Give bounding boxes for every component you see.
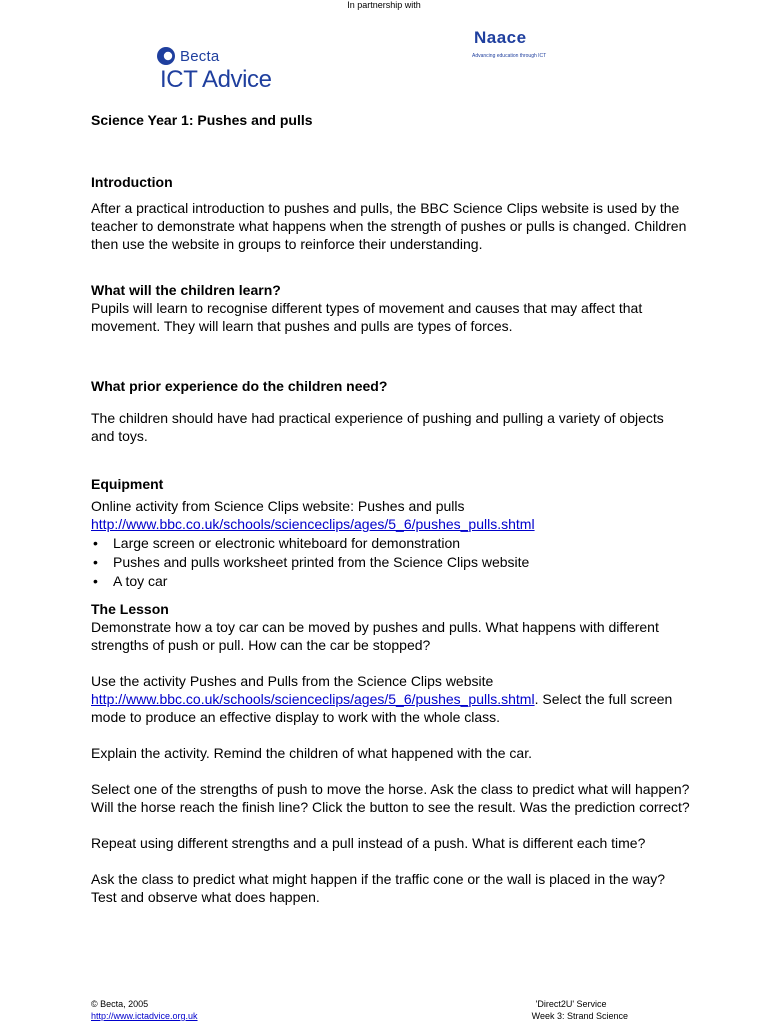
becta-logo xyxy=(156,44,306,94)
lesson-paragraph-6: Ask the class to predict what might happen if the traffic cone or the wall is placed in the way? Test and observe what does happen. xyxy=(91,871,666,905)
prior-text: The children should have had practical experience of pushing and pulling a variety of objects and toys. xyxy=(91,410,664,444)
becta-wordmark: Becta xyxy=(180,48,220,65)
equipment-intro: Online activity from Science Clips website: Pushes and pulls xyxy=(91,498,465,514)
equipment-heading: Equipment xyxy=(91,476,164,492)
lesson-paragraph-3: Explain the activity. Remind the children of what happened with the car. xyxy=(91,745,532,761)
naace-logo xyxy=(472,28,582,62)
equipment-link[interactable]: http://www.bbc.co.uk/schools/scienceclips/ages/5_6/pushes_pulls.shtml xyxy=(91,516,535,532)
lesson-paragraph-4: Select one of the strengths of push to move the horse. Ask the class to predict what will happen? Will the horse reach the finish line? Click the button to see the result. Was the prediction correct? xyxy=(91,781,690,815)
partnership-note: In partnership with xyxy=(347,0,421,10)
copyright-text: © Becta, 2005 xyxy=(91,999,149,1009)
equipment-list xyxy=(91,534,691,590)
list-item: • Pushes and pulls worksheet printed from the Science Clips website xyxy=(91,553,691,571)
lesson-heading: The Lesson xyxy=(91,601,169,617)
lesson-paragraph-5: Repeat using different strengths and a pull instead of a push. What is different each time? xyxy=(91,835,646,851)
naace-wordmark: Naace xyxy=(474,28,527,47)
document-body xyxy=(91,111,691,906)
learn-heading: What will the children learn? xyxy=(91,282,281,298)
ict-advice-wordmark: ICT Advice xyxy=(160,66,272,93)
footer-left xyxy=(91,998,198,1022)
activity-link[interactable]: http://www.bbc.co.uk/schools/scienceclips/ages/5_6/pushes_pulls.shtml xyxy=(91,691,535,707)
prior-heading: What prior experience do the children need? xyxy=(91,378,388,394)
lesson-paragraph-2-start: Use the activity Pushes and Pulls from the Science Clips website xyxy=(91,673,494,689)
list-item: • Large screen or electronic whiteboard for demonstration xyxy=(91,534,691,552)
learn-text: Pupils will learn to recognise different types of movement and causes that may affect that movement. They will learn that pushes and pulls are types of forces. xyxy=(91,300,643,334)
footer-right xyxy=(532,998,628,1022)
naace-tagline: Advancing education through ICT xyxy=(472,53,547,59)
ictadvice-link[interactable]: http://www.ictadvice.org.uk xyxy=(91,1011,198,1021)
list-item: • A toy car xyxy=(91,572,691,590)
introduction-text: After a practical introduction to pushes and pulls, the BBC Science Clips website is used by the teacher to demonstrate what happens when the strength of pushes or pulls is changed. Children then use the website in groups to reinforce their understanding. xyxy=(91,200,687,252)
lesson-paragraph-1: Demonstrate how a toy car can be moved by pushes and pulls. What happens with different strengths of push or pull. How can the car be stopped? xyxy=(91,619,659,653)
introduction-heading: Introduction xyxy=(91,174,173,190)
lesson-paragraph-2-end: . Select the full screen mode to produce an effective display to work with the whole class. xyxy=(91,691,673,725)
becta-circle-icon xyxy=(156,46,176,66)
lesson-paragraph-2 xyxy=(91,672,691,726)
week-text: Week 3: Strand Science xyxy=(531,1011,628,1021)
document-title: Science Year 1: Pushes and pulls xyxy=(91,112,313,128)
service-text: 'Direct2U' Service xyxy=(535,999,607,1009)
